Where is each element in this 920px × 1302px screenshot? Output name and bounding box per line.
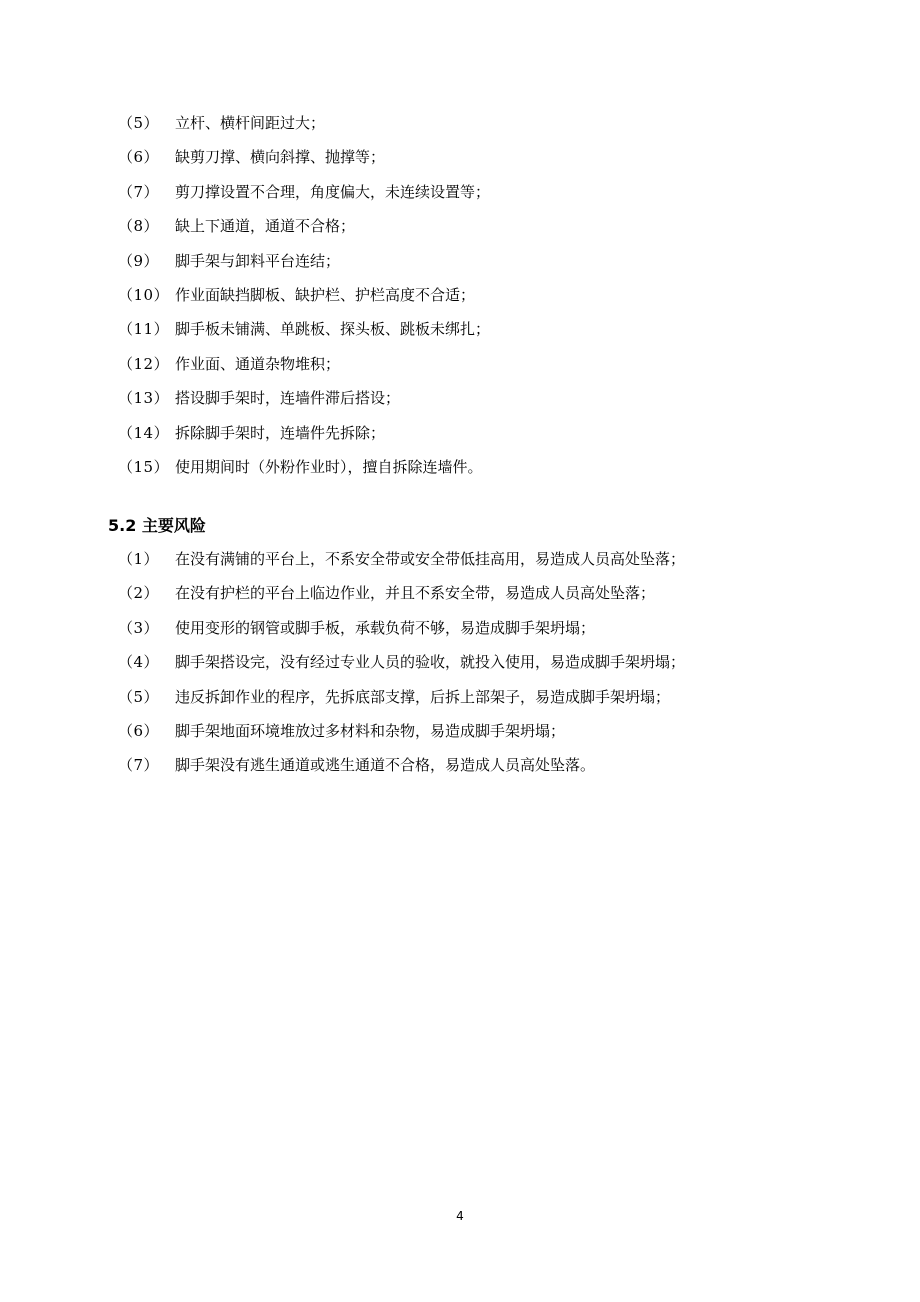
list-item bbox=[0, 388, 920, 422]
item-text: 搭设脚手架时，连墙件滞后搭设； bbox=[175, 389, 401, 408]
item-number: （1） bbox=[118, 550, 160, 568]
item-number: （5） bbox=[118, 114, 160, 132]
item-number: （9） bbox=[118, 251, 160, 270]
list-item bbox=[0, 618, 920, 652]
item-text: 违反拆卸作业的程序，先拆底部支撑，后拆上部架子，易造成脚手架坍塌； bbox=[175, 687, 671, 706]
list-item bbox=[0, 687, 920, 721]
item-text: 缺上下通道，通道不合格； bbox=[175, 217, 356, 236]
item-text: 脚手架搭设完，没有经过专业人员的验收，就投入使用，易造成脚手架坍塌； bbox=[175, 653, 686, 672]
item-number: （13） bbox=[118, 389, 170, 408]
item-number: （6） bbox=[118, 721, 160, 740]
item-text: 使用期间时（外粉作业时），擅自拆除连墙件。 bbox=[175, 457, 483, 476]
section-heading: 5.2 主要风险 bbox=[108, 516, 206, 535]
item-number: （5） bbox=[118, 687, 160, 706]
item-number: （11） bbox=[118, 320, 170, 339]
list-item bbox=[0, 755, 920, 789]
item-number: （15） bbox=[118, 457, 170, 476]
list-item bbox=[0, 549, 920, 583]
page-number: 4 bbox=[456, 1209, 464, 1223]
item-number: （14） bbox=[118, 423, 170, 442]
item-text: 缺剪刀撑、横向斜撑、抛撑等； bbox=[175, 148, 386, 167]
item-number: （2） bbox=[118, 584, 160, 603]
item-text: 脚手架没有逃生通道或逃生通道不合格，易造成人员高处坠落。 bbox=[175, 756, 596, 775]
item-number: （4） bbox=[118, 653, 160, 672]
list-item bbox=[0, 285, 920, 319]
list-item bbox=[0, 652, 920, 686]
hazard-list bbox=[0, 113, 920, 491]
list-item bbox=[0, 147, 920, 181]
item-number: （10） bbox=[118, 285, 170, 304]
item-number: （7） bbox=[118, 756, 160, 775]
list-item bbox=[0, 721, 920, 755]
item-text: 作业面缺挡脚板、缺护栏、护栏高度不合适； bbox=[175, 285, 476, 304]
item-text: 在没有满铺的平台上，不系安全带或安全带低挂高用，易造成人员高处坠落； bbox=[175, 550, 686, 568]
item-text: 在没有护栏的平台上临边作业，并且不系安全带，易造成人员高处坠落； bbox=[175, 584, 656, 603]
item-text: 脚手架与卸料平台连结； bbox=[175, 251, 341, 270]
item-text: 剪刀撑设置不合理，角度偏大，未连续设置等； bbox=[175, 182, 491, 201]
item-text: 脚手架地面环境堆放过多材料和杂物，易造成脚手架坍塌； bbox=[175, 721, 566, 740]
risk-list bbox=[0, 549, 920, 790]
item-text: 拆除脚手架时，连墙件先拆除； bbox=[175, 423, 386, 442]
item-text: 作业面、通道杂物堆积； bbox=[175, 354, 341, 373]
item-number: （6） bbox=[118, 148, 160, 167]
item-text: 立杆、横杆间距过大； bbox=[175, 114, 326, 132]
item-number: （7） bbox=[118, 182, 160, 201]
list-item bbox=[0, 113, 920, 147]
list-item bbox=[0, 216, 920, 250]
list-item bbox=[0, 583, 920, 617]
item-number: （8） bbox=[118, 217, 160, 236]
item-number: （12） bbox=[118, 354, 170, 373]
list-item bbox=[0, 354, 920, 388]
list-item bbox=[0, 182, 920, 216]
item-number: （3） bbox=[118, 618, 160, 637]
list-item bbox=[0, 319, 920, 353]
item-text: 使用变形的钢管或脚手板，承载负荷不够，易造成脚手架坍塌； bbox=[175, 618, 596, 637]
list-item bbox=[0, 457, 920, 491]
list-item bbox=[0, 423, 920, 457]
item-text: 脚手板未铺满、单跳板、探头板、跳板未绑扎； bbox=[175, 320, 491, 339]
list-item bbox=[0, 251, 920, 285]
